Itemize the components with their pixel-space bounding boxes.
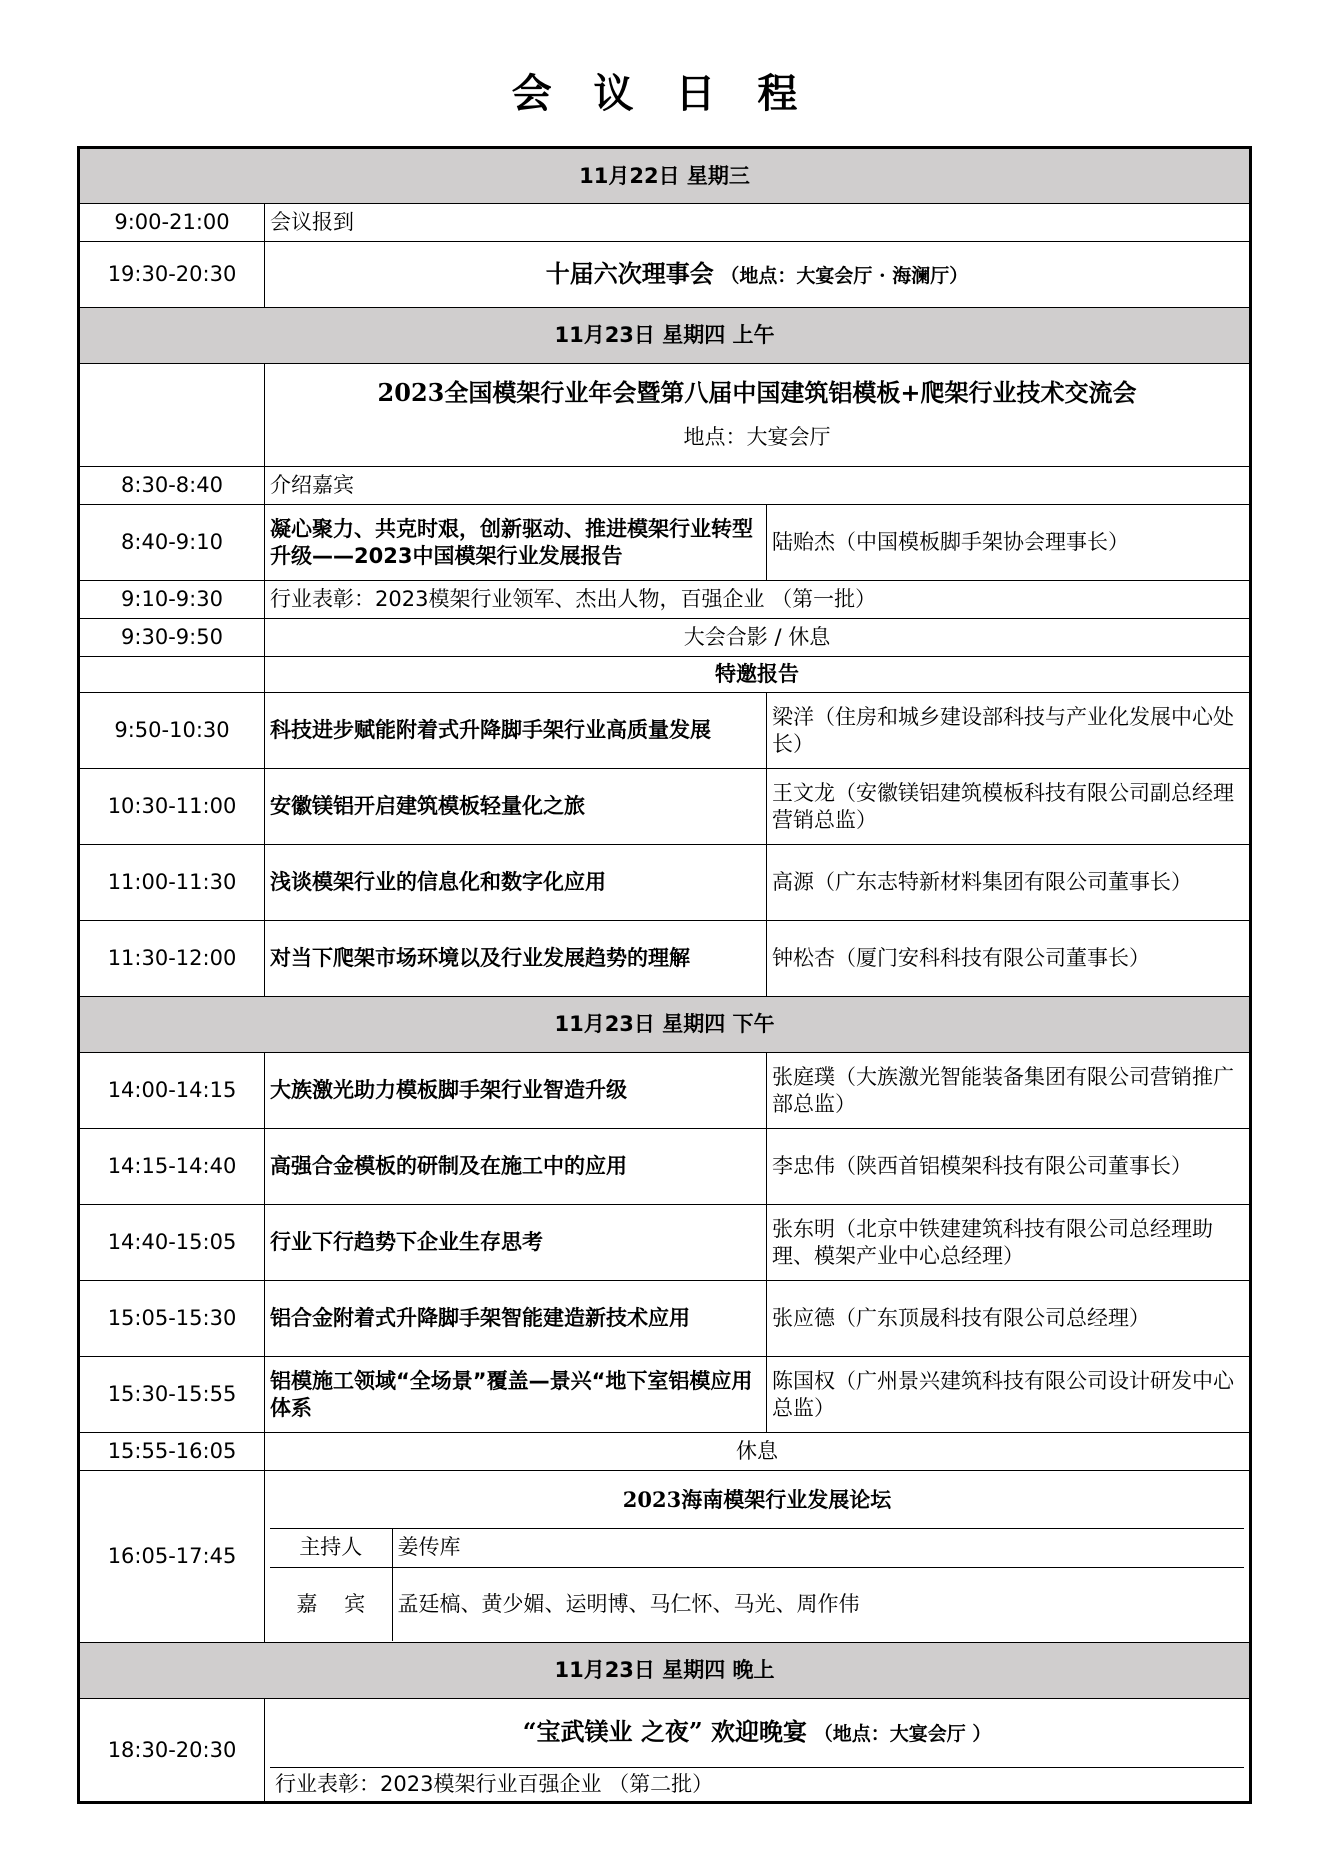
topic-cell: 高强合金模板的研制及在施工中的应用 <box>265 1129 767 1205</box>
talk-row <box>79 1053 1251 1129</box>
empty-time-cell <box>79 657 265 693</box>
topic-cell: 对当下爬架市场环境以及行业发展趋势的理解 <box>265 921 767 997</box>
topic-cell: 凝心聚力、共克时艰，创新驱动、推进模架行业转型升级——2023中国模架行业发展报告 <box>265 505 767 581</box>
talk-row <box>79 921 1251 997</box>
forum-row <box>79 1471 1251 1643</box>
schedule-table <box>77 146 1252 1804</box>
time-cell: 16:05-17:45 <box>79 1471 265 1643</box>
council-meeting-title: 十届六次理事会 <box>545 258 714 288</box>
empty-time-cell <box>79 364 265 467</box>
time-cell: 9:10-9:30 <box>79 581 265 619</box>
day-header-nov23-pm: 11月23日 星期四 下午 <box>79 997 1251 1053</box>
banquet-cell <box>265 1699 1251 1803</box>
conference-cell <box>265 364 1251 467</box>
item-cell: 行业表彰：2023模架行业领军、杰出人物，百强企业 （第一批） <box>265 581 1251 619</box>
talk-row <box>79 845 1251 921</box>
time-cell: 11:00-11:30 <box>79 845 265 921</box>
item-cell: 介绍嘉宾 <box>265 467 1251 505</box>
time-cell: 9:50-10:30 <box>79 693 265 769</box>
time-cell: 18:30-20:30 <box>79 1699 265 1803</box>
time-cell: 14:40-15:05 <box>79 1205 265 1281</box>
banquet-title-cell <box>270 1699 1244 1767</box>
host-label: 主持人 <box>270 1528 392 1567</box>
host-name: 姜传库 <box>392 1528 1244 1567</box>
speaker-cell: 高源（广东志特新材料集团有限公司董事长） <box>767 845 1251 921</box>
special-reports-row <box>79 657 1251 693</box>
time-cell: 14:15-14:40 <box>79 1129 265 1205</box>
schedule-row <box>79 581 1251 619</box>
item-cell: 大会合影 / 休息 <box>265 619 1251 657</box>
schedule-row <box>79 619 1251 657</box>
council-meeting-location: （地点：大宴会厅 · 海澜厅） <box>720 264 969 287</box>
topic-cell: 大族激光助力模板脚手架行业智造升级 <box>265 1053 767 1129</box>
day-header-nov22: 11月22日 星期三 <box>79 148 1251 204</box>
day-header-nov23-eve: 11月23日 星期四 晚上 <box>79 1643 1251 1699</box>
topic-cell: 铝模施工领域“全场景”覆盖—景兴“地下室铝模应用体系 <box>265 1357 767 1433</box>
guests-names: 孟廷槁、黄少媚、运明博、马仁怀、马光、周作伟 <box>392 1567 1244 1641</box>
time-cell: 11:30-12:00 <box>79 921 265 997</box>
topic-cell: 浅谈模架行业的信息化和数字化应用 <box>265 845 767 921</box>
page-title: 会 议 日 程 <box>511 70 812 117</box>
banquet-award: 行业表彰：2023模架行业百强企业 （第二批） <box>270 1767 1244 1801</box>
schedule-row <box>79 204 1251 242</box>
time-cell: 9:00-21:00 <box>79 204 265 242</box>
schedule-row <box>79 467 1251 505</box>
speaker-cell: 李忠伟（陕西首铝模架科技有限公司董事长） <box>767 1129 1251 1205</box>
forum-title: 2023海南模架行业发展论坛 <box>270 1472 1244 1528</box>
banquet-row <box>79 1699 1251 1803</box>
speaker-cell: 王文龙（安徽镁铝建筑模板科技有限公司副总经理营销总监） <box>767 769 1251 845</box>
banquet-title: “宝武镁业 之夜” 欢迎晚宴 <box>522 1716 808 1746</box>
council-meeting-cell <box>265 242 1251 308</box>
guests-label: 嘉 宾 <box>270 1567 392 1641</box>
speaker-cell: 张应德（广东顶晟科技有限公司总经理） <box>767 1281 1251 1357</box>
talk-row <box>79 1129 1251 1205</box>
time-cell: 15:55-16:05 <box>79 1433 265 1471</box>
topic-cell: 安徽镁铝开启建筑模板轻量化之旅 <box>265 769 767 845</box>
speaker-cell: 梁洋（住房和城乡建设部科技与产业化发展中心处长） <box>767 693 1251 769</box>
speaker-cell: 陈国权（广州景兴建筑科技有限公司设计研发中心总监） <box>767 1357 1251 1433</box>
talk-row <box>79 1205 1251 1281</box>
time-cell: 9:30-9:50 <box>79 619 265 657</box>
time-cell: 10:30-11:00 <box>79 769 265 845</box>
speaker-cell: 张庭璞（大族激光智能装备集团有限公司营销推广部总监） <box>767 1053 1251 1129</box>
speaker-cell: 钟松杏（厦门安科科技有限公司董事长） <box>767 921 1251 997</box>
conference-location: 地点：大宴会厅 <box>683 425 831 449</box>
schedule-row <box>79 242 1251 308</box>
speaker-cell: 陆贻杰（中国模板脚手架协会理事长） <box>767 505 1251 581</box>
time-cell: 15:30-15:55 <box>79 1357 265 1433</box>
time-cell: 19:30-20:30 <box>79 242 265 308</box>
schedule-row <box>79 1433 1251 1471</box>
topic-cell: 行业下行趋势下企业生存思考 <box>265 1205 767 1281</box>
special-reports-heading: 特邀报告 <box>265 657 1251 693</box>
talk-row <box>79 1281 1251 1357</box>
talk-row <box>79 693 1251 769</box>
topic-cell: 科技进步赋能附着式升降脚手架行业高质量发展 <box>265 693 767 769</box>
conference-row <box>79 364 1251 467</box>
item-cell: 会议报到 <box>265 204 1251 242</box>
forum-table <box>270 1472 1244 1641</box>
talk-row <box>79 769 1251 845</box>
conference-title: 2023全国模架行业年会暨第八届中国建筑铝模板+爬架行业技术交流会 <box>377 378 1137 407</box>
time-cell: 15:05-15:30 <box>79 1281 265 1357</box>
time-cell: 8:40-9:10 <box>79 505 265 581</box>
time-cell: 14:00-14:15 <box>79 1053 265 1129</box>
banquet-table <box>270 1699 1244 1801</box>
banquet-location: （地点：大宴会厅 ） <box>813 1722 992 1745</box>
schedule-row <box>79 505 1251 581</box>
item-cell: 休息 <box>265 1433 1251 1471</box>
day-header-nov23-am: 11月23日 星期四 上午 <box>79 308 1251 364</box>
topic-cell: 铝合金附着式升降脚手架智能建造新技术应用 <box>265 1281 767 1357</box>
speaker-cell: 张东明（北京中铁建建筑科技有限公司总经理助理、模架产业中心总经理） <box>767 1205 1251 1281</box>
time-cell: 8:30-8:40 <box>79 467 265 505</box>
forum-cell <box>265 1471 1251 1643</box>
talk-row <box>79 1357 1251 1433</box>
